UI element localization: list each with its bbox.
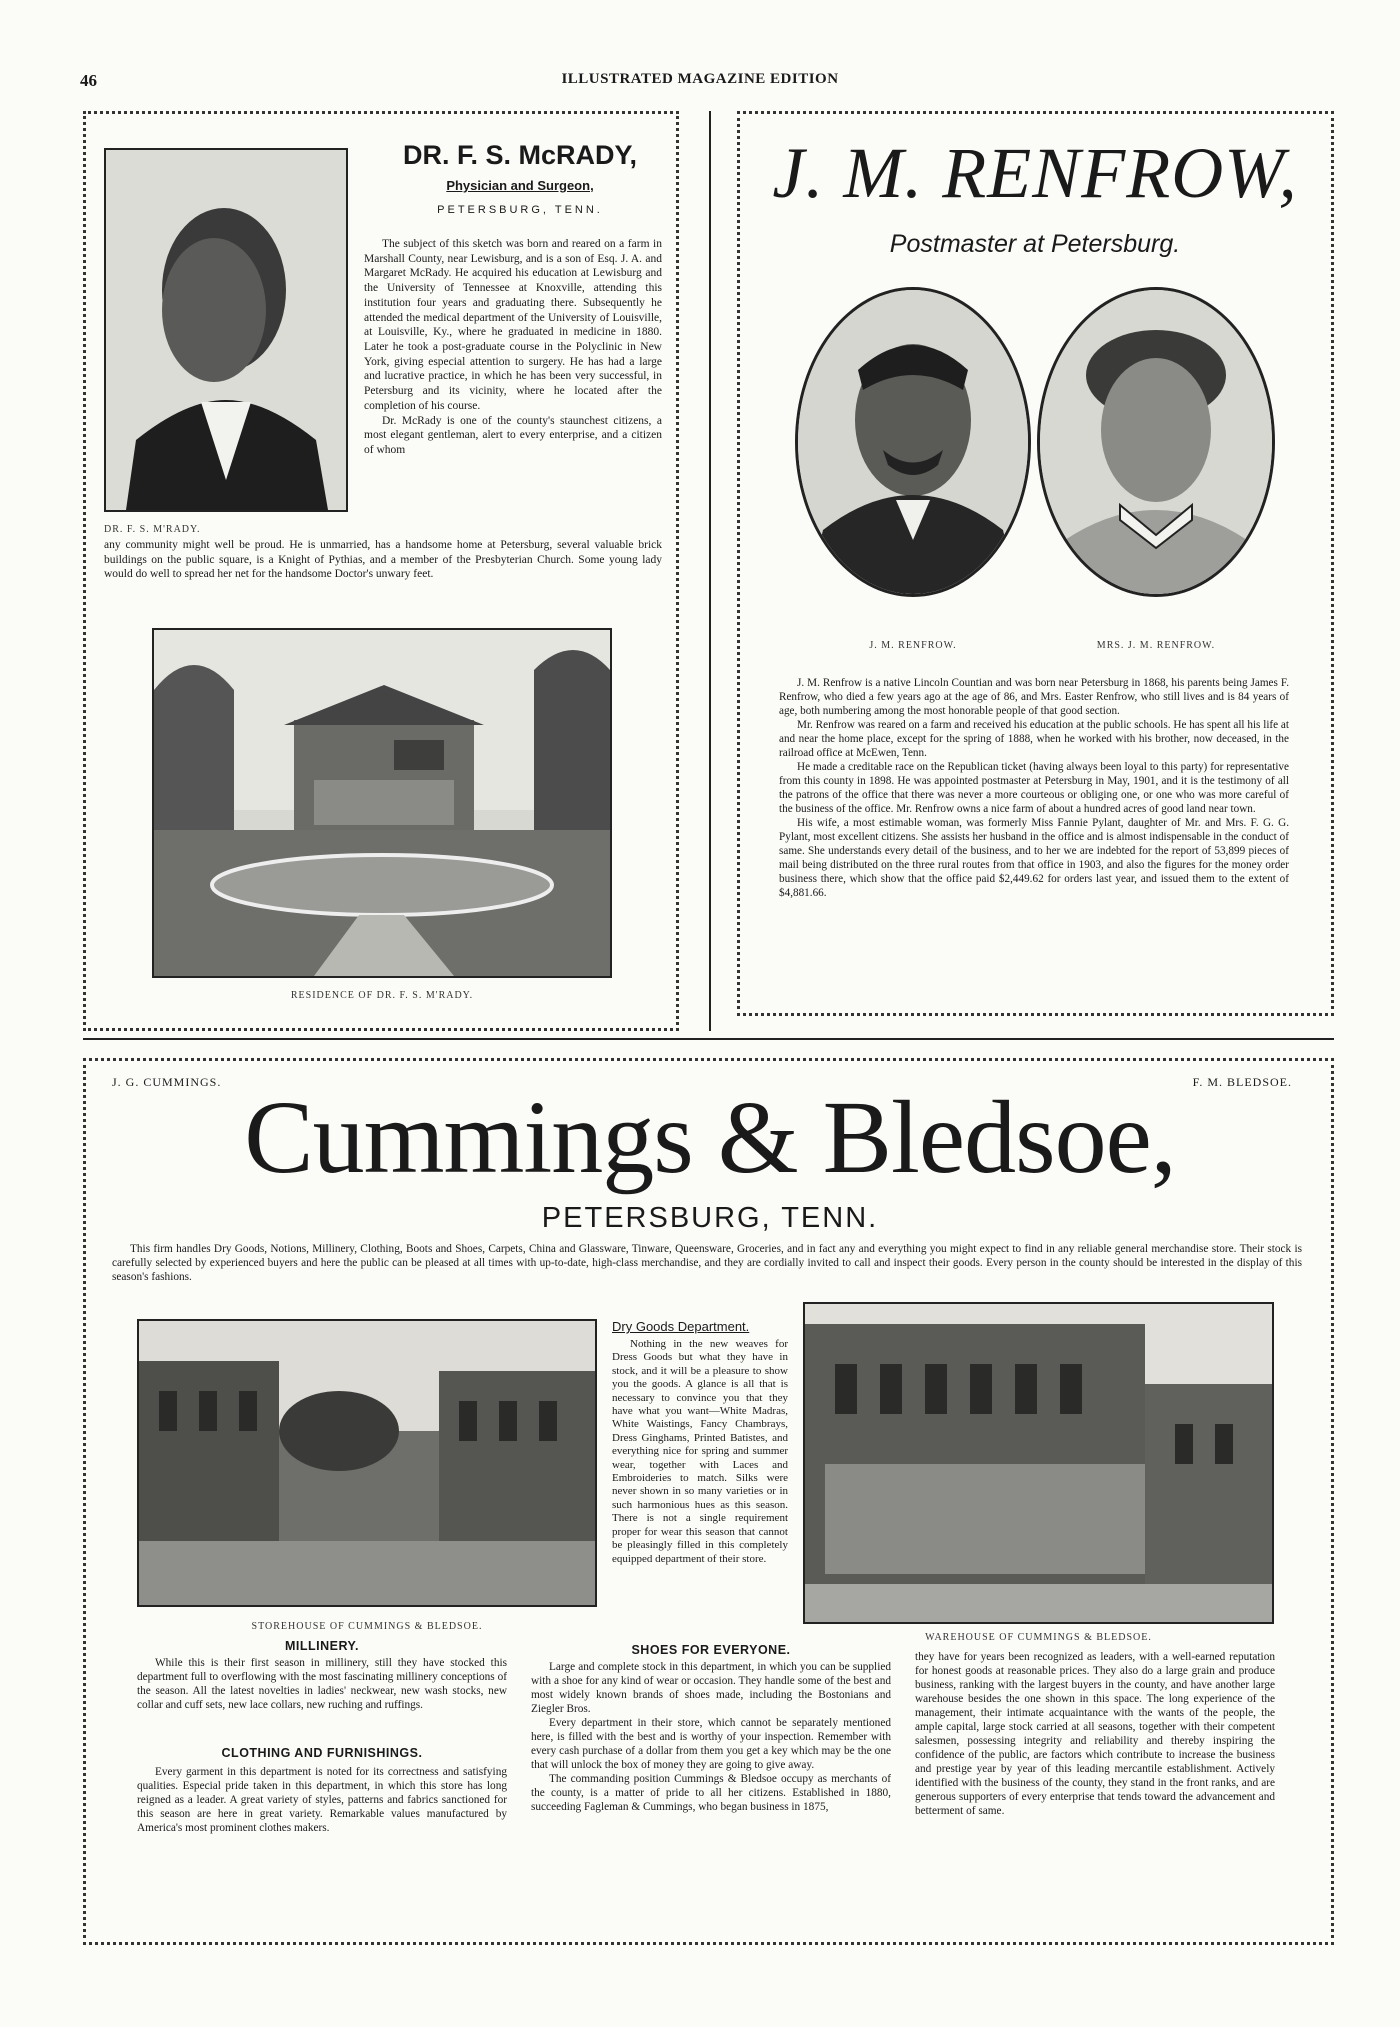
commanding-position-paragraph: The commanding position Cummings & Bledsoe occupy as merchants of the county, is a matter of pride to all her citizens. Established in 1880, succeeding Fagleman & Cummings, who began business in 1875, [531,1773,891,1813]
firm-history-paragraph: they have for years been recognized as leaders, with a well-earned reputation for honest goods at reasonable prices. They also do a large grain and produce business, ranking with the largest buyers in the county, and have another large warehouse besides the one shown in this space. The long experience of the management, their intimate acquaintance with the wants of the people, the ample capital, large stock carried at all seasons, together with their competent salesmen, possessing integrity and reliability and thereby inspiring the confidence of the public, are factors which contribute to increase the business and prestige year by year of this leading mercantile establishment. Actively identified with the business of the county, they stand in the front ranks, and are generous supporters of every enterprise that tends toward the advancement and betterment of same. [915,1651,1275,1817]
dry-goods-heading: Dry Goods Department. [612,1319,750,1334]
mcrady-name: DR. F. S. McRADY, [402,140,638,170]
mcrady-location: PETERSBURG, TENN. [437,204,603,216]
firm-name: Cummings & Bledsoe, [244,1080,1176,1195]
renfrow-name: J. M. RENFROW, [772,133,1298,213]
mrs-renfrow-caption: MRS. J. M. RENFROW. [1096,640,1216,651]
mcrady-photo-caption: DR. F. S. M'RADY. [104,524,201,535]
firm-intro [112,1242,1302,1300]
storehouse-caption: STOREHOUSE OF CUMMINGS & BLEDSOE. [251,1621,483,1632]
clothing-text [137,1765,507,1857]
mcrady-residence-caption: RESIDENCE OF DR. F. S. M'RADY. [290,990,474,1001]
millinery-text [137,1656,507,1732]
column-divider [709,111,711,1031]
page-number: 46 [80,71,97,90]
clothing-heading: CLOTHING AND FURNISHINGS. [221,1746,423,1760]
renfrow-bio-paragraph-1: J. M. Renfrow is a native Lincoln Countian and was born near Petersburg in 1868, his parents being James F. Renfrow, who died a few years ago at the age of 86, and Mrs. Easter Renfrow, who still lives and is 84 years of age, both numbering among the most honorable people of that good section. [779,677,1289,717]
mcrady-residence-photo [152,628,612,978]
renfrow-bio [779,676,1289,994]
mcrady-bio-paragraph-2a: Dr. McRady is one of the county's staunchest citizens, a most elegant gentleman, alert to every enterprise, and a citizen of whom [364,414,662,457]
renfrow-portrait [795,287,1031,597]
mcrady-portrait [104,148,348,512]
warehouse-photo [803,1302,1274,1624]
clothing-paragraph: Every garment in this department is noted for its correctness and satisfying qualities. Especial pride taken in this department, in which this store has long reigned as a leader. A great variety of styles, patterns and fabrics sanctioned for this season are here in great variety. Remarkable values manufactured by America's most prominent clothes makers. [137,1766,507,1834]
firm-location: PETERSBURG, TENN. [541,1202,879,1234]
warehouse-caption: WAREHOUSE OF CUMMINGS & BLEDSOE. [925,1632,1152,1643]
partner-left: J. G. CUMMINGS. [112,1075,222,1089]
storehouse-photo [137,1319,597,1607]
millinery-paragraph: While this is their first season in millinery, still they have stocked this department full to overflowing with the most fascinating millinery conceptions of the season. All the latest novelties in ladies' neckwear, new wash stocks, new collar and cuff sets, new lace collars, new ruching and ruffings. [137,1657,507,1711]
renfrow-bio-paragraph-2: Mr. Renfrow was reared on a farm and received his education at the public schools. He has spent all his life at and near the home place, except for the spring of 1888, when he worked with his brother, now deceased, in the railroad office at McEwen, Tenn. [779,719,1289,759]
shoes-heading: SHOES FOR EVERYONE. [631,1643,791,1657]
mcrady-title: Physician and Surgeon, [446,178,594,193]
mcrady-bio-paragraph-2b: any community might well be proud. He is unmarried, has a handsome home at Petersburg, several valuable brick buildings on the public square, is a Knight of Pythias, and a member of the Presbyterian Church. Some young lady would do well to spread her net for the handsome Doctor's unwary feet. [104,539,662,581]
mcrady-bio-upper [364,237,662,524]
section-divider [83,1038,1334,1040]
dry-goods-paragraph: Nothing in the new weaves for Dress Goods but what they have in stock, and it will be a pleasure to show you the goods. A glance is all that is necessary to convince you that they have what you want—White Madras, White Waistings, Fancy Chambrays, Dress Ginghams, Printed Batistes, and everything nice for spring and summer wear, together with Laces and Embroideries to match. Silks were never shown in so many varieties or in such harmonious hues as this season. There is not a single requirement proper for wear this season that cannot be pleasingly filled in this completely equipped department of their store. [612,1338,788,1565]
running-head: ILLUSTRATED MAGAZINE EDITION [561,71,839,87]
partner-right: F. M. BLEDSOE. [1192,1075,1292,1089]
firm-intro-paragraph: This firm handles Dry Goods, Notions, Millinery, Clothing, Boots and Shoes, Carpets, China and Glassware, Tinware, Queensware, Groceries, and in fact any and everything you might expect to find in any reliable general merchandise store. Their stock is carefully selected by experienced buyers and here the public can be pleased at all times with up-to-date, high-class merchandise, and they are cordially invited to call and inspect their goods. Every person in the county should be interested in the display of this season's fashions. [112,1243,1302,1284]
every-department-paragraph: Every department in their store, which cannot be separately mentioned here, is filled with the best and is worthy of your inspection. Remember with every cash purchase of a dollar from them you get a key which may be the one that will unlock the box of money they are going to give away. [531,1717,891,1771]
firm-history-text [915,1650,1275,1940]
mrs-renfrow-portrait [1037,287,1275,597]
mcrady-bio-lower [104,538,662,610]
renfrow-title: Postmaster at Petersburg. [889,230,1181,258]
renfrow-caption: J. M. RENFROW. [869,640,957,651]
dry-goods-text [612,1338,788,1618]
mcrady-bio-paragraph-1: The subject of this sketch was born and reared on a farm in Marshall County, near Lewisburg, and is a son of Esq. J. A. and Margaret McRady. He acquired his education at Lewisburg and the University of Tennessee at Knoxville, attending this institution four years and graduating there. Subsequently he attended the medical department of the University of Louisville, at Louisville, Ky., where he graduated in medicine in 1880. Later he took a post-graduate course in the Polyclinic in New York, giving especial attention to surgery. He has had a large and lucrative practice, in which he has been very successful, in Petersburg and its vicinity, where he located after the completion of his course. [364,238,662,412]
shoes-text [531,1660,891,1940]
shoes-paragraph: Large and complete stock in this department, in which you can be supplied with a shoe for any kind of wear or occasion. They handle some of the best and most widely known brands of shoes made, including the Bostonians and Ziegler Bros. [531,1661,891,1715]
renfrow-bio-paragraph-3: He made a creditable race on the Republican ticket (having always been loyal to this party) for representative from this county in 1898. He was appointed postmaster at Petersburg in May, 1901, and it is the testimony of all the patrons of the office that there was never a more courteous or obliging one, or one who was more careful of the business of the office. Mr. Renfrow owns a nice farm of about a hundred acres of good land near town. [779,761,1289,815]
millinery-heading: MILLINERY. [285,1639,359,1653]
renfrow-bio-paragraph-4: His wife, a most estimable woman, was formerly Miss Fannie Pylant, daughter of Mr. and Mrs. F. G. G. Pylant, most excellent citizens. She assists her husband in the office and is almost indispensable in the conduct of same. She understands every detail of the business, and to her we are indebted for the report of 53,899 pieces of mail being distributed on the three rural routes from that office in 1903, and also the figures for the money order business there, which show that the office paid $2,449.62 for orders last year, and issued them to the extent of $4,881.66. [779,817,1289,899]
